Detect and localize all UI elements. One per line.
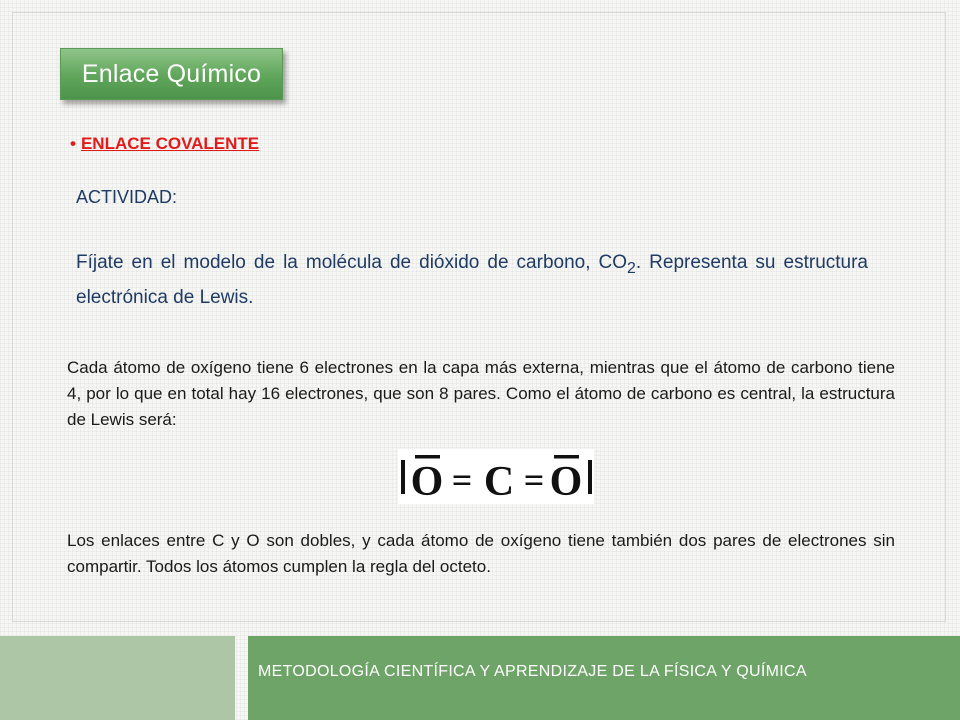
- lewis-structure-diagram: [398, 449, 594, 504]
- lone-pair-right-top: [554, 455, 579, 459]
- lone-pair-left-top: [415, 455, 440, 459]
- atom-oxygen-left: O: [410, 459, 444, 504]
- footer-text: METODOLOGÍA CIENTÍFICA Y APRENDIZAJE DE LA FÍSICA Y QUÍMICA: [258, 663, 807, 680]
- double-bond-right: =: [523, 460, 545, 500]
- bullet-heading-text: ENLACE COVALENTE: [80, 134, 260, 153]
- paragraph-electrons: Cada átomo de oxígeno tiene 6 electrones en la capa más externa, mientras que el átomo de carbono tiene 4, por lo que en total hay 16 electrones, que son 8 pares. Como el átomo de carbono es central, la estructura de Lewis será:: [67, 358, 895, 429]
- paragraph-bonds: Los enlaces entre C y O son dobles, y cada átomo de oxígeno tiene también dos pares de electrones sin compartir. Todos los átomos cumplen la regla del octeto.: [67, 531, 895, 576]
- lone-pair-right-bar: [588, 460, 592, 494]
- task-subscript: 2: [627, 259, 636, 277]
- atom-oxygen-right: O: [549, 459, 583, 504]
- footer-left-block: [0, 636, 235, 720]
- atom-carbon: C: [483, 459, 515, 504]
- double-bond-left: =: [451, 460, 473, 500]
- task-prefix: Fíjate en el modelo de la molécula de dióxido de carbono, CO: [76, 252, 628, 273]
- task-suffix: . Representa su estructura electrónica de Lewis.: [76, 252, 869, 308]
- bullet-heading: [70, 132, 259, 156]
- task-text: [76, 248, 868, 312]
- lone-pair-left-bar: [401, 460, 405, 494]
- bullet-dot-icon: •: [70, 134, 76, 153]
- activity-label: ACTIVIDAD:: [76, 187, 178, 207]
- slide-title-button[interactable]: Enlace Químico: [60, 48, 283, 100]
